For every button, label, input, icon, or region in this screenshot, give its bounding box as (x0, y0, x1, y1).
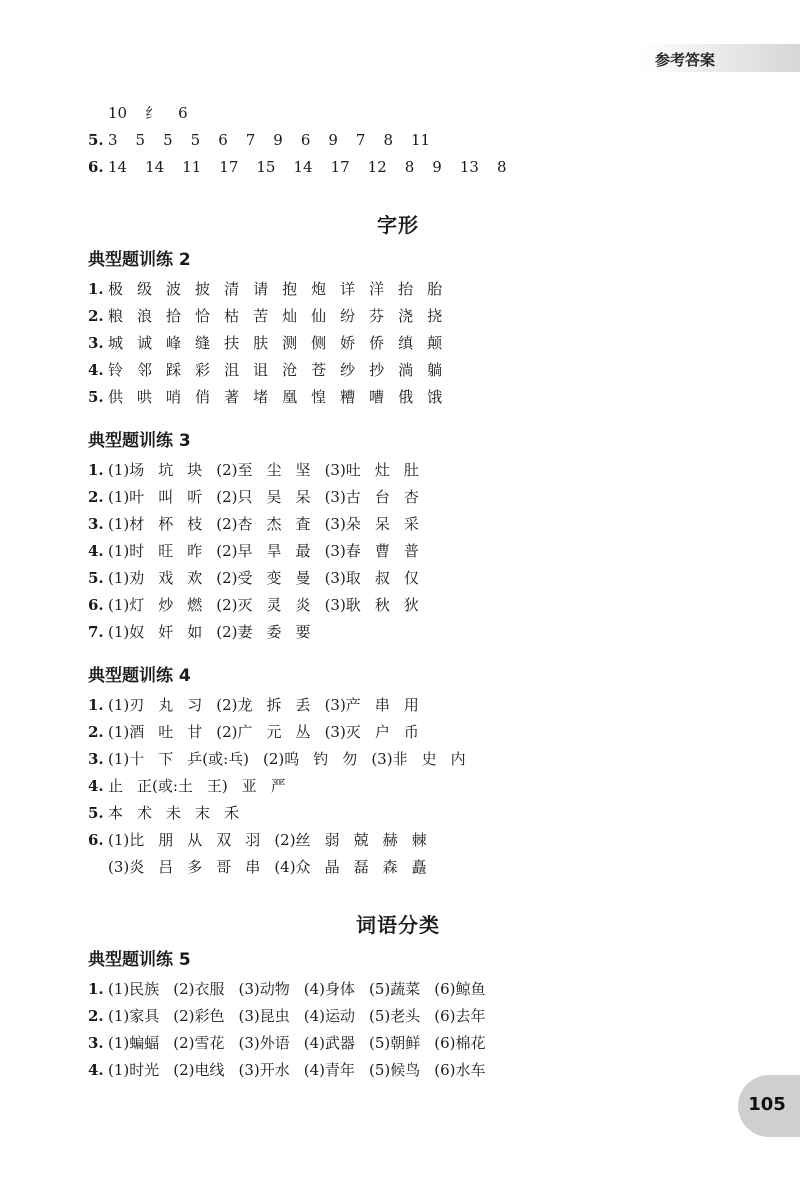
answer-token: 8 (496, 158, 507, 176)
answer-token: (4)运动 (303, 1007, 355, 1025)
answer-token: 芬 (369, 307, 385, 325)
answer-token: 哨 (166, 388, 182, 406)
answer-line (88, 592, 688, 619)
answer-token: (3)开水 (238, 1061, 290, 1079)
answer-token: 炮 (311, 280, 327, 298)
answer-token: (2)龙 (216, 696, 253, 714)
answer-token: 多 (187, 858, 203, 876)
answer-token: (4)武器 (303, 1034, 355, 1052)
answer-token: (1)灯 (108, 596, 145, 614)
answer-token: 用 (403, 696, 419, 714)
answer-token: 变 (266, 569, 282, 587)
answer-token: 丸 (158, 696, 174, 714)
answer-token: 禾 (224, 804, 240, 822)
answer-token: 抄 (369, 361, 385, 379)
answer-token: (2)灭 (216, 596, 253, 614)
answer-line (88, 511, 688, 538)
answer-token: 14 (108, 158, 128, 176)
answer-token: 凰 (282, 388, 298, 406)
item-number: 2. (88, 307, 104, 325)
answer-token: 丛 (295, 723, 311, 741)
answer-token: 末 (195, 804, 211, 822)
answer-token: 欢 (187, 569, 203, 587)
answer-token: 7 (355, 131, 366, 149)
answer-token: (2)妻 (216, 623, 253, 641)
answer-token: (1)劝 (108, 569, 145, 587)
answer-token: (5)朝鲜 (369, 1034, 421, 1052)
answer-token: (3)取 (324, 569, 361, 587)
answer-token: 邻 (137, 361, 153, 379)
answer-token: 内 (450, 750, 466, 768)
answer-token: 俏 (195, 388, 211, 406)
answer-token: (2)广 (216, 723, 253, 741)
answer-token: 淌 (398, 361, 414, 379)
answer-token: 査 (295, 515, 311, 533)
item-number: 2. (88, 488, 104, 506)
item-number: 7. (88, 623, 104, 641)
answer-token: (3)春 (324, 542, 361, 560)
item-number: 2. (88, 723, 104, 741)
answer-token: 奸 (158, 623, 174, 641)
answer-token: 供 (108, 388, 124, 406)
answer-token: 旱 (266, 542, 282, 560)
answer-token: 串 (374, 696, 390, 714)
answer-token: 炎 (295, 596, 311, 614)
answer-token: (1)比 (108, 831, 145, 849)
answer-token: 躺 (427, 361, 443, 379)
answer-token: (1)时光 (108, 1061, 160, 1079)
answer-token: (2)杏 (216, 515, 253, 533)
answer-token: 披 (195, 280, 211, 298)
answer-token: 12 (367, 158, 387, 176)
answer-token: 15 (256, 158, 276, 176)
answer-token: (6)棉花 (434, 1034, 486, 1052)
answer-token: (3)昆虫 (238, 1007, 290, 1025)
answer-token: 止 (108, 777, 124, 795)
answer-token: 10 (108, 104, 128, 122)
answer-token: 双 (216, 831, 232, 849)
answer-token: (2)雪花 (173, 1034, 225, 1052)
answer-token: 清 (224, 280, 240, 298)
answer-token: 亚 (241, 777, 257, 795)
answer-token: 如 (187, 623, 203, 641)
answer-token: 术 (137, 804, 153, 822)
answer-token: (2)至 (216, 461, 253, 479)
answer-token: 枝 (187, 515, 203, 533)
answer-token: 娇 (340, 334, 356, 352)
answer-token: 呆 (295, 488, 311, 506)
answer-token: 昨 (187, 542, 203, 560)
item-number: 5. (88, 131, 104, 149)
answer-line (88, 484, 688, 511)
answer-token: (1)刃 (108, 696, 145, 714)
answer-token: 正(或:土 (137, 777, 193, 795)
answer-token: 浪 (137, 307, 153, 325)
answer-token: 踩 (166, 361, 182, 379)
answer-token: 9 (432, 158, 442, 176)
item-number: 3. (88, 1034, 104, 1052)
answer-line (88, 565, 688, 592)
answer-token: 14 (293, 158, 313, 176)
answer-token: 著 (224, 388, 240, 406)
answer-token: 乒(或:乓) (187, 750, 250, 768)
answer-token: 拆 (266, 696, 282, 714)
answer-token: 肚 (403, 461, 419, 479)
answer-token: 侧 (311, 334, 327, 352)
answer-token: 堵 (253, 388, 269, 406)
answer-token: (3)吐 (324, 461, 361, 479)
answer-token: 纱 (340, 361, 356, 379)
answer-token: 坑 (158, 461, 174, 479)
exercise-heading: 典型题训练 3 (88, 431, 191, 451)
answer-line (88, 692, 688, 719)
answer-line (88, 976, 688, 1003)
item-number: 2. (88, 1007, 104, 1025)
answer-token: 炒 (158, 596, 174, 614)
answer-token: 灶 (374, 461, 390, 479)
answer-token: 5 (190, 131, 201, 149)
answer-token: 杯 (158, 515, 174, 533)
answer-token: 吴 (266, 488, 282, 506)
answer-token: 测 (282, 334, 298, 352)
answer-token: 朋 (158, 831, 174, 849)
item-number: 5. (88, 569, 104, 587)
answer-line (88, 800, 688, 827)
answer-content (88, 100, 688, 1084)
exercise-gap (88, 646, 688, 660)
answer-token: 俄 (398, 388, 414, 406)
answer-line (88, 127, 688, 154)
item-number: 1. (88, 696, 104, 714)
answer-token: 钓 (313, 750, 329, 768)
answer-token: 7 (245, 131, 256, 149)
answer-token: 肤 (253, 334, 269, 352)
answer-line (88, 1030, 688, 1057)
answer-line (88, 357, 688, 384)
answer-line (88, 100, 688, 127)
answer-token: (5)候鸟 (369, 1061, 421, 1079)
answer-line (88, 719, 688, 746)
answer-token: (4)青年 (303, 1061, 355, 1079)
answer-token: (3)灭 (324, 723, 361, 741)
answer-token: 叔 (374, 569, 390, 587)
answer-token: 惶 (311, 388, 327, 406)
answer-token: (5)蔬菜 (369, 980, 421, 998)
answer-token: 吐 (158, 723, 174, 741)
answer-token: 粮 (108, 307, 124, 325)
answer-token: (6)鲸鱼 (434, 980, 486, 998)
answer-token: (2)早 (216, 542, 253, 560)
answer-line (88, 1057, 688, 1084)
answer-token: 未 (166, 804, 182, 822)
answer-token: (3)动物 (238, 980, 290, 998)
answer-token: 杏 (403, 488, 419, 506)
answer-line (88, 773, 688, 800)
answer-token: 串 (245, 858, 261, 876)
answer-token: 沧 (282, 361, 298, 379)
answer-line (88, 619, 688, 646)
answer-token: 呆 (374, 515, 390, 533)
answer-token: 级 (137, 280, 153, 298)
item-number: 4. (88, 1061, 104, 1079)
answer-token: 仅 (403, 569, 419, 587)
item-number: 1. (88, 461, 104, 479)
answer-line (88, 330, 688, 357)
answer-token: (3)耿 (324, 596, 361, 614)
answer-token: 浇 (398, 307, 414, 325)
answer-token: 矗 (411, 858, 427, 876)
answer-token: (1)奴 (108, 623, 145, 641)
answer-token: 羽 (245, 831, 261, 849)
header-label: 参考答案 (655, 51, 716, 69)
answer-token: 兢 (353, 831, 369, 849)
answer-token: 史 (421, 750, 437, 768)
answer-token: 14 (145, 158, 165, 176)
answer-token: (1)叶 (108, 488, 145, 506)
answer-token: 戏 (158, 569, 174, 587)
answer-token: (3)外语 (238, 1034, 290, 1052)
answer-token: 6 (300, 131, 311, 149)
exercise-gap (88, 411, 688, 425)
answer-token: 采 (403, 515, 419, 533)
answer-token: 曹 (374, 542, 390, 560)
answer-token: 曼 (295, 569, 311, 587)
answer-token: 磊 (353, 858, 369, 876)
answer-token: 9 (328, 131, 338, 149)
answer-token: 抬 (398, 280, 414, 298)
answer-token: 燃 (187, 596, 203, 614)
answer-token: 请 (253, 280, 269, 298)
answer-token: 纷 (340, 307, 356, 325)
answer-token: (4)身体 (303, 980, 355, 998)
answer-token: 6 (178, 104, 188, 122)
answer-token: (3)非 (371, 750, 408, 768)
answer-token: 胎 (427, 280, 443, 298)
answer-token: (2)电线 (173, 1061, 225, 1079)
answer-token: 听 (187, 488, 203, 506)
answer-token: 苦 (253, 307, 269, 325)
exercise-heading: 典型题训练 4 (88, 666, 191, 686)
answer-token: (1)酒 (108, 723, 145, 741)
answer-token: 丢 (295, 696, 311, 714)
answer-token: 城 (108, 334, 124, 352)
answer-token: 晶 (324, 858, 340, 876)
answer-line (88, 303, 688, 330)
answer-token: 缜 (398, 334, 414, 352)
section-title: 字形 (377, 213, 419, 237)
answer-token: 11 (182, 158, 202, 176)
answer-token: 饿 (427, 388, 443, 406)
item-number: 5. (88, 804, 104, 822)
answer-token: 森 (382, 858, 398, 876)
answer-token: 哄 (137, 388, 153, 406)
answer-token: 6 (218, 131, 228, 149)
answer-token: 仙 (311, 307, 327, 325)
answer-token: 王) (206, 777, 228, 795)
answer-token: 本 (108, 804, 124, 822)
answer-token: 叫 (158, 488, 174, 506)
answer-token: (2)只 (216, 488, 253, 506)
answer-token: 17 (330, 158, 350, 176)
item-number: 6. (88, 158, 104, 176)
answer-token: 吕 (158, 858, 174, 876)
answer-token: 彩 (195, 361, 211, 379)
answer-token: 块 (187, 461, 203, 479)
answer-token: (1)十 (108, 750, 145, 768)
answer-token: 沮 (224, 361, 240, 379)
answer-token: 甘 (187, 723, 203, 741)
answer-token: (1)家具 (108, 1007, 160, 1025)
answer-token: 旺 (158, 542, 174, 560)
item-number: 3. (88, 515, 104, 533)
answer-token: 诚 (137, 334, 153, 352)
answer-token: 侨 (369, 334, 385, 352)
answer-token: 17 (219, 158, 239, 176)
answer-token: 杰 (266, 515, 282, 533)
exercise-heading: 典型题训练 2 (88, 250, 191, 270)
answer-token: (3)朵 (324, 515, 361, 533)
answer-token: (1)蝙蝠 (108, 1034, 160, 1052)
answer-token: (1)民族 (108, 980, 160, 998)
answer-token: 尘 (266, 461, 282, 479)
answer-token: 恰 (195, 307, 211, 325)
item-number: 1. (88, 980, 104, 998)
answer-token: 抱 (282, 280, 298, 298)
answer-token: 8 (404, 158, 415, 176)
exercise-heading: 典型题训练 5 (88, 950, 191, 970)
answer-token: 苍 (311, 361, 327, 379)
answer-line (88, 538, 688, 565)
answer-token: (3)炎 (108, 858, 145, 876)
answer-token: 颠 (427, 334, 443, 352)
answer-token: 8 (383, 131, 394, 149)
answer-line (88, 746, 688, 773)
answer-token: 委 (266, 623, 282, 641)
answer-token: (1)材 (108, 515, 145, 533)
answer-token: 5 (135, 131, 146, 149)
item-number: 3. (88, 750, 104, 768)
answer-token: 狄 (403, 596, 419, 614)
answer-token: 糟 (340, 388, 356, 406)
answer-token: 普 (403, 542, 419, 560)
answer-token: 弱 (324, 831, 340, 849)
answer-line (88, 827, 688, 854)
answer-line (88, 1003, 688, 1030)
answer-token: 下 (158, 750, 174, 768)
answer-token: 秋 (374, 596, 390, 614)
answer-token: 习 (187, 696, 203, 714)
answer-token: 枯 (224, 307, 240, 325)
answer-line (88, 154, 688, 181)
answer-token: 币 (403, 723, 419, 741)
answer-token: 赫 (382, 831, 398, 849)
answer-token: (3)产 (324, 696, 361, 714)
answer-token: 坚 (295, 461, 311, 479)
answer-token: (5)老头 (369, 1007, 421, 1025)
answer-token: (2)受 (216, 569, 253, 587)
item-number: 1. (88, 280, 104, 298)
answer-line (88, 384, 688, 411)
answer-token: (3)古 (324, 488, 361, 506)
answer-token: 灵 (266, 596, 282, 614)
answer-token: 9 (273, 131, 283, 149)
answer-token: 最 (295, 542, 311, 560)
answer-token: (2)彩色 (173, 1007, 225, 1025)
answer-token: 铃 (108, 361, 124, 379)
answer-line (88, 276, 688, 303)
answer-token: (1)场 (108, 461, 145, 479)
answer-token: 严 (270, 777, 286, 795)
answer-token: (4)众 (274, 858, 311, 876)
item-number: 4. (88, 361, 104, 379)
answer-token: 拾 (166, 307, 182, 325)
answer-token: 要 (295, 623, 311, 641)
section-title: 词语分类 (356, 913, 440, 937)
answer-token: 棘 (411, 831, 427, 849)
answer-token: (2)衣服 (173, 980, 225, 998)
answer-token: 13 (459, 158, 479, 176)
answer-token: 洋 (369, 280, 385, 298)
answer-token: 纟 (145, 104, 161, 122)
item-number: 6. (88, 831, 104, 849)
answer-token: 哥 (216, 858, 232, 876)
answer-token: 勿 (342, 750, 358, 768)
item-number: 4. (88, 542, 104, 560)
answer-line (88, 854, 688, 881)
answer-token: 元 (266, 723, 282, 741)
answer-token: 户 (374, 723, 390, 741)
answer-token: (6)水车 (434, 1061, 486, 1079)
page-number: 105 (748, 1094, 786, 1115)
answer-token: (2)丝 (274, 831, 311, 849)
answer-token: 波 (166, 280, 182, 298)
answer-token: (1)时 (108, 542, 145, 560)
answer-token: (2)呜 (263, 750, 300, 768)
item-number: 6. (88, 596, 104, 614)
answer-token: 峰 (166, 334, 182, 352)
answer-token: 扶 (224, 334, 240, 352)
answer-token: 台 (374, 488, 390, 506)
answer-token: 嘈 (369, 388, 385, 406)
answer-line (88, 457, 688, 484)
item-number: 3. (88, 334, 104, 352)
answer-token: 5 (163, 131, 173, 149)
item-number: 5. (88, 388, 104, 406)
answer-token: 极 (108, 280, 124, 298)
answer-token: 诅 (253, 361, 269, 379)
answer-token: 缝 (195, 334, 211, 352)
answer-token: 从 (187, 831, 203, 849)
answer-token: 详 (340, 280, 356, 298)
answer-token: 挠 (427, 307, 443, 325)
answer-token: 3 (108, 131, 118, 149)
answer-token: 11 (411, 131, 431, 149)
answer-token: (6)去年 (434, 1007, 486, 1025)
item-number: 4. (88, 777, 104, 795)
answer-token: 灿 (282, 307, 298, 325)
